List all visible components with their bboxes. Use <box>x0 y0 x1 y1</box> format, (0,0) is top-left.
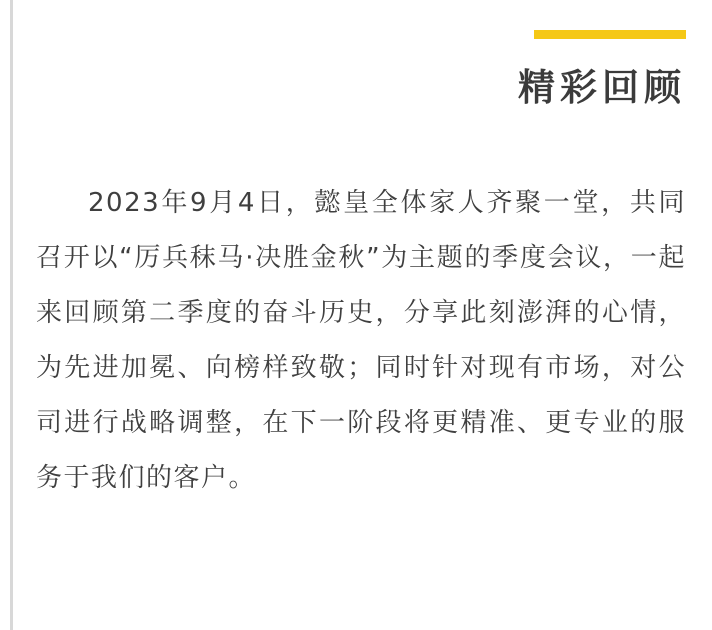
yellow-accent-bar <box>534 30 686 39</box>
page-title: 精彩回顾 <box>518 66 686 109</box>
body-paragraph: 2023年9月4日，懿皇全体家人齐聚一堂，共同召开以“厉兵秣马·决胜金秋”为主题的季度会议，一起来回顾第二季度的奋斗历史，分享此刻澎湃的心情，为先进加冕、向榜样致敬；同时针对现有市场，对公司进行战略调整，在下一阶段将更精准、更专业的服务于我们的客户。 <box>36 188 686 493</box>
left-vertical-divider <box>10 0 13 630</box>
